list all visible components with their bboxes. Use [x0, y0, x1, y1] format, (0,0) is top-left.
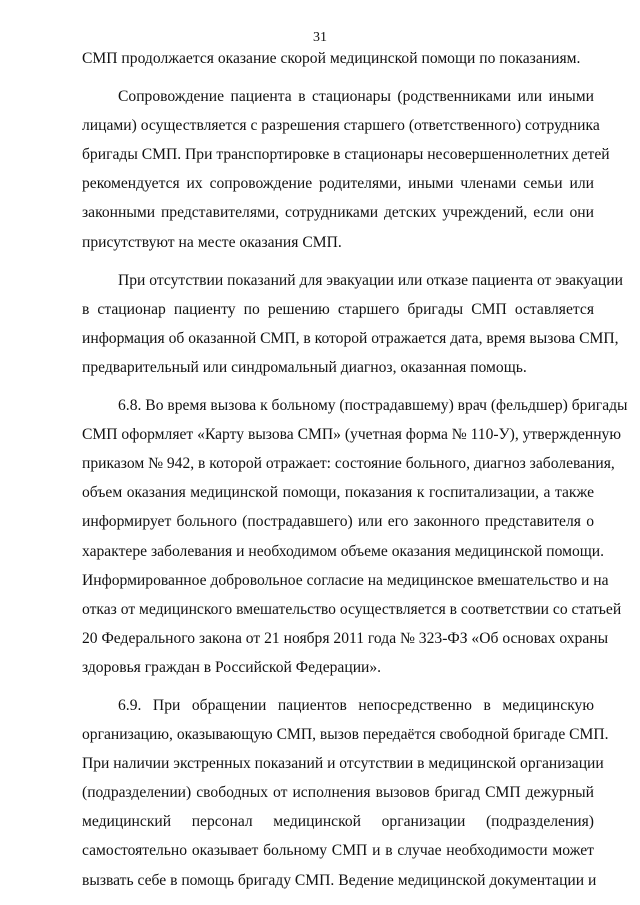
paragraph-gap	[82, 682, 594, 691]
text-line: медицинский персонал медицинской организации (подразделения)	[82, 813, 594, 831]
text-line: бригады СМП. При транспортировке в стационары несовершеннолетних детей	[82, 146, 610, 164]
paragraph	[82, 266, 623, 382]
text-line: организацию, оказывающую СМП, вызов передаётся свободной бригаде СМП.	[82, 726, 609, 744]
text-line: Сопровождение пациента в стационары (родственниками или иными	[118, 88, 594, 106]
text-line: предварительный или синдромальный диагноз, оказанная помощь.	[82, 358, 527, 376]
paragraph-gap	[82, 382, 594, 391]
text-line: При отсутствии показаний для эвакуации или отказе пациента от эвакуации	[118, 271, 623, 289]
text-line: 6.9. При обращении пациентов непосредственно в медицинскую	[118, 696, 594, 714]
text-line: 6.8. Во время вызова к больному (пострадавшему) врач (фельдшер) бригады	[118, 397, 628, 415]
text-line: информирует больного (пострадавшего) или его законного представителя о	[82, 513, 594, 531]
paragraph	[82, 391, 628, 682]
paragraph-gap	[82, 257, 594, 266]
paragraph	[82, 82, 610, 257]
paragraph	[82, 691, 609, 895]
text-line: СМП продолжается оказание скорой медицинской помощи по показаниям.	[82, 50, 581, 67]
text-line: информация об оказанной СМП, в которой отражается дата, время вызова СМП,	[82, 329, 619, 347]
text-line: характере заболевания и необходимом объеме оказания медицинской помощи.	[82, 542, 605, 560]
paragraph-gap	[82, 73, 594, 82]
document-body	[82, 44, 628, 895]
text-line: отказ от медицинского вмешательство осуществляется в соответствии со статьей	[82, 600, 622, 618]
text-line: законными представителями, сотрудниками детских учреждений, если они	[82, 204, 594, 222]
text-line: вызвать себе в помощь бригаду СМП. Ведение медицинской документации и	[82, 871, 597, 889]
text-line: лицами) осуществляется с разрешения старшего (ответственного) сотрудника	[82, 117, 600, 135]
text-line: объем оказания медицинской помощи, показания к госпитализации, а также	[82, 484, 594, 502]
text-line: При наличии экстренных показаний и отсутствии в медицинской организации	[82, 755, 604, 773]
text-line: Информированное добровольное согласие на медицинское вмешательство и на	[82, 571, 609, 589]
text-line: (подразделении) свободных от исполнения вызовов бригад СМП дежурный	[82, 784, 594, 802]
text-line: СМП оформляет «Карту вызова СМП» (учетная форма № 110-У), утвержденную	[82, 426, 621, 444]
page-number: 31	[313, 30, 327, 45]
text-line: приказом № 942, в которой отражает: состояние больного, диагноз заболевания,	[82, 455, 615, 473]
paragraph	[82, 44, 594, 73]
text-line: рекомендуется их сопровождение родителями, иными членами семьи или	[82, 175, 594, 193]
text-line: в стационар пациенту по решению старшего бригады СМП оставляется	[82, 300, 594, 318]
text-line: присутствуют на месте оказания СМП.	[82, 233, 342, 251]
text-line: самостоятельно оказывает больному СМП и в случае необходимости может	[82, 842, 594, 860]
text-line: 20 Федерального закона от 21 ноября 2011 года № 323-ФЗ «Об основах охраны	[82, 629, 609, 647]
text-line: здоровья граждан в Российской Федерации».	[82, 658, 382, 676]
